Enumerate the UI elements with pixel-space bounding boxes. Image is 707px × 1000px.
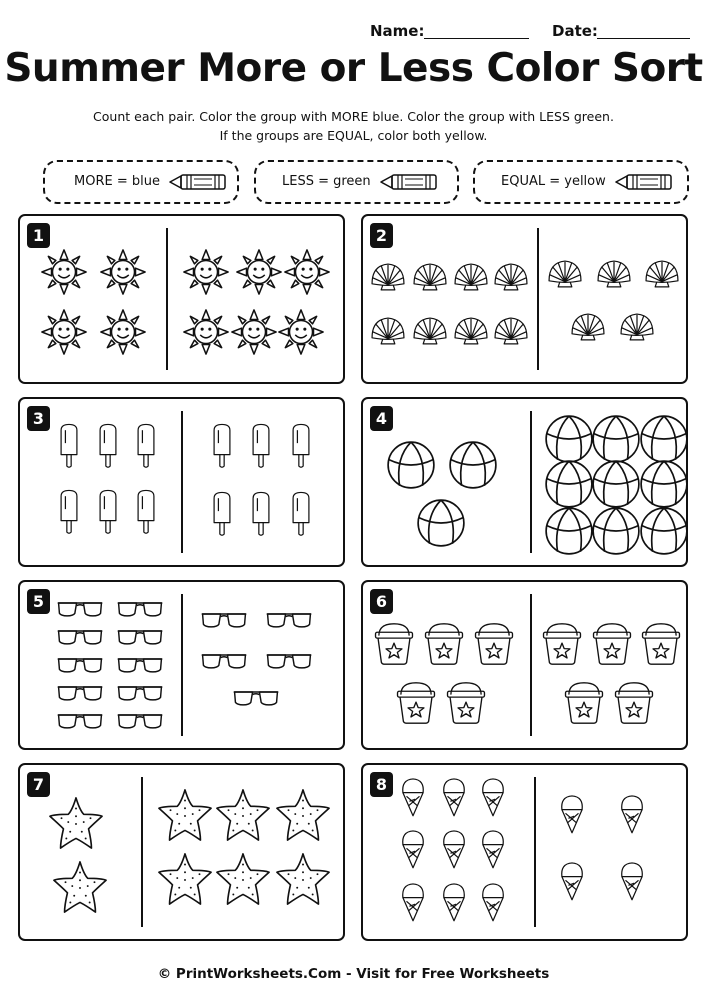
problem-box-1: [18, 214, 345, 384]
problem-number: 7: [27, 772, 50, 797]
sun-icon[interactable]: [182, 248, 230, 296]
sun-icon[interactable]: [40, 248, 88, 296]
sun-icon[interactable]: [40, 308, 88, 356]
sunglasses-icon[interactable]: [116, 711, 164, 731]
crayon-icon: [615, 171, 673, 193]
seashell-icon[interactable]: [618, 310, 656, 344]
seashell-icon[interactable]: [492, 314, 530, 348]
ice-cream-icon[interactable]: [559, 790, 585, 838]
sunglasses-icon[interactable]: [116, 683, 164, 703]
problem-number: 8: [370, 772, 393, 797]
popsicle-icon[interactable]: [133, 423, 159, 469]
sunglasses-icon[interactable]: [200, 651, 248, 671]
seashell-icon[interactable]: [546, 257, 584, 291]
seashell-icon[interactable]: [643, 257, 681, 291]
key-equal: [473, 160, 689, 204]
sunglasses-icon[interactable]: [116, 655, 164, 675]
beach-ball-icon[interactable]: [590, 458, 642, 510]
crayon-icon: [169, 171, 227, 193]
seashell-icon[interactable]: [411, 260, 449, 294]
key-more: [43, 160, 239, 204]
group-divider: [537, 228, 539, 370]
group-divider: [534, 777, 536, 927]
popsicle-icon[interactable]: [95, 423, 121, 469]
group-divider: [530, 411, 532, 553]
sun-icon[interactable]: [99, 308, 147, 356]
ice-cream-icon[interactable]: [441, 878, 467, 926]
problem-number: 1: [27, 223, 50, 248]
seashell-icon[interactable]: [452, 260, 490, 294]
sand-bucket-icon[interactable]: [563, 677, 605, 729]
starfish-icon[interactable]: [155, 787, 215, 843]
name-label: Name:: [370, 22, 425, 40]
ice-cream-icon[interactable]: [441, 825, 467, 873]
sun-icon[interactable]: [235, 248, 283, 296]
popsicle-icon[interactable]: [56, 423, 82, 469]
starfish-icon[interactable]: [46, 795, 106, 851]
sunglasses-icon[interactable]: [56, 655, 104, 675]
sand-bucket-icon[interactable]: [541, 618, 583, 670]
ice-cream-icon[interactable]: [559, 857, 585, 905]
problem-number: 2: [370, 223, 393, 248]
page-title: Summer More or Less Color Sort: [4, 46, 703, 91]
sun-icon[interactable]: [230, 308, 278, 356]
key-less: [254, 160, 459, 204]
starfish-icon[interactable]: [273, 787, 333, 843]
problem-box-2: [361, 214, 688, 384]
ice-cream-icon[interactable]: [400, 773, 426, 821]
sun-icon[interactable]: [277, 308, 325, 356]
ice-cream-icon[interactable]: [619, 857, 645, 905]
sunglasses-icon[interactable]: [265, 651, 313, 671]
name-line[interactable]: [424, 38, 529, 39]
sunglasses-icon[interactable]: [116, 599, 164, 619]
sunglasses-icon[interactable]: [232, 688, 280, 708]
starfish-icon[interactable]: [213, 787, 273, 843]
problem-number: 4: [370, 406, 393, 431]
problem-box-5: [18, 580, 345, 750]
ice-cream-icon[interactable]: [480, 878, 506, 926]
problem-box-7: [18, 763, 345, 941]
seashell-icon[interactable]: [569, 310, 607, 344]
beach-ball-icon[interactable]: [543, 458, 595, 510]
popsicle-icon[interactable]: [95, 489, 121, 535]
ice-cream-icon[interactable]: [480, 825, 506, 873]
seashell-icon[interactable]: [492, 260, 530, 294]
problem-number: 6: [370, 589, 393, 614]
sun-icon[interactable]: [99, 248, 147, 296]
problem-box-6: [361, 580, 688, 750]
beach-ball-icon[interactable]: [385, 439, 437, 491]
sunglasses-icon[interactable]: [116, 627, 164, 647]
popsicle-icon[interactable]: [248, 423, 274, 469]
seashell-icon[interactable]: [369, 314, 407, 348]
problem-box-8: [361, 763, 688, 941]
instructions: [0, 107, 707, 145]
sand-bucket-icon[interactable]: [423, 618, 465, 670]
group-divider: [530, 594, 532, 736]
starfish-icon[interactable]: [155, 851, 215, 907]
seashell-icon[interactable]: [411, 314, 449, 348]
popsicle-icon[interactable]: [209, 491, 235, 537]
starfish-icon[interactable]: [213, 851, 273, 907]
date-line[interactable]: [597, 38, 690, 39]
group-divider: [181, 594, 183, 736]
instructions-line-1: Count each pair. Color the group with MORE blue. Color the group with LESS green.: [93, 109, 614, 124]
sunglasses-icon[interactable]: [56, 711, 104, 731]
problem-number: 5: [27, 589, 50, 614]
group-divider: [141, 777, 143, 927]
sunglasses-icon[interactable]: [56, 599, 104, 619]
sunglasses-icon[interactable]: [265, 610, 313, 630]
problem-box-3: [18, 397, 345, 567]
beach-ball-icon[interactable]: [638, 458, 690, 510]
instructions-line-2: If the groups are EQUAL, color both yellow.: [219, 128, 488, 143]
sand-bucket-icon[interactable]: [473, 618, 515, 670]
seashell-icon[interactable]: [595, 257, 633, 291]
sun-icon[interactable]: [283, 248, 331, 296]
sunglasses-icon[interactable]: [56, 627, 104, 647]
ice-cream-icon[interactable]: [400, 825, 426, 873]
seashell-icon[interactable]: [452, 314, 490, 348]
sand-bucket-icon[interactable]: [395, 677, 437, 729]
sand-bucket-icon[interactable]: [640, 618, 682, 670]
beach-ball-icon[interactable]: [447, 439, 499, 491]
sand-bucket-icon[interactable]: [445, 677, 487, 729]
date-label: Date:: [552, 22, 598, 40]
sun-icon[interactable]: [182, 308, 230, 356]
beach-ball-icon[interactable]: [415, 497, 467, 549]
sunglasses-icon[interactable]: [200, 610, 248, 630]
sand-bucket-icon[interactable]: [373, 618, 415, 670]
ice-cream-icon[interactable]: [441, 773, 467, 821]
footer: © PrintWorksheets.Com - Visit for Free Worksheets: [157, 966, 550, 982]
popsicle-icon[interactable]: [288, 491, 314, 537]
popsicle-icon[interactable]: [248, 491, 274, 537]
sunglasses-icon[interactable]: [56, 683, 104, 703]
key-equal-label: EQUAL = yellow: [501, 174, 606, 189]
popsicle-icon[interactable]: [56, 489, 82, 535]
problem-number: 3: [27, 406, 50, 431]
sand-bucket-icon[interactable]: [591, 618, 633, 670]
starfish-icon[interactable]: [50, 859, 110, 915]
ice-cream-icon[interactable]: [400, 878, 426, 926]
sand-bucket-icon[interactable]: [613, 677, 655, 729]
beach-ball-icon[interactable]: [590, 505, 642, 557]
popsicle-icon[interactable]: [209, 423, 235, 469]
group-divider: [181, 411, 183, 553]
key-less-label: LESS = green: [282, 174, 371, 189]
starfish-icon[interactable]: [273, 851, 333, 907]
beach-ball-icon[interactable]: [543, 505, 595, 557]
crayon-icon: [380, 171, 438, 193]
ice-cream-icon[interactable]: [619, 790, 645, 838]
problem-box-4: [361, 397, 688, 567]
seashell-icon[interactable]: [369, 260, 407, 294]
group-divider: [166, 228, 168, 370]
ice-cream-icon[interactable]: [480, 773, 506, 821]
popsicle-icon[interactable]: [133, 489, 159, 535]
beach-ball-icon[interactable]: [638, 505, 690, 557]
key-more-label: MORE = blue: [74, 174, 160, 189]
popsicle-icon[interactable]: [288, 423, 314, 469]
